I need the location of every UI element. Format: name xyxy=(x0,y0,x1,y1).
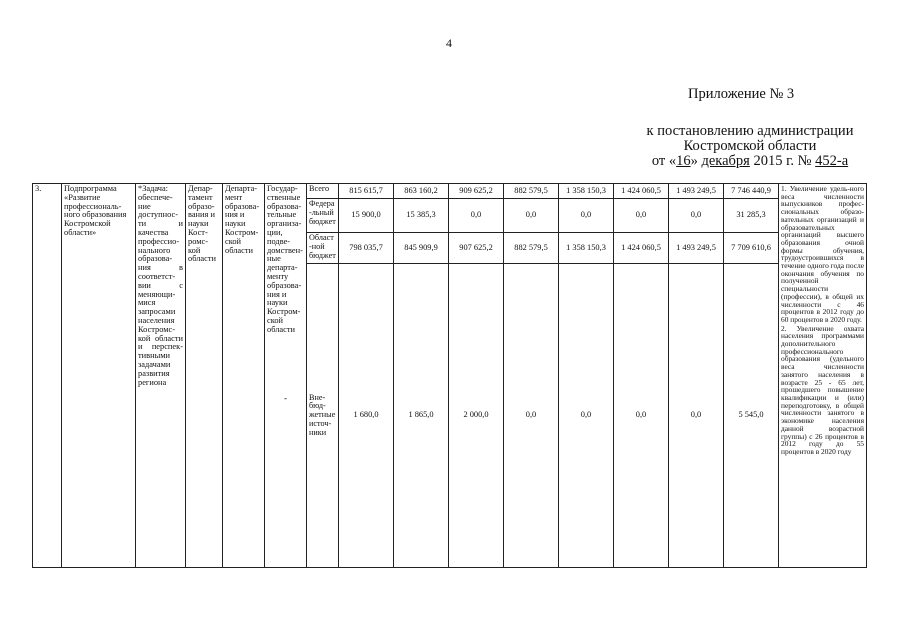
indicator-2: 2. Увеличение охвата населения программами дополнительного профессионального образования (удельного веса численности занятого населения в возрасте 25 - 65 лет, прошедшего повышение квалификации и (или) переподготовку, в общей численности занятого в экономике населения данной возрастной группы) с 26 процентов в 2012 году до 55 процентов в 2020 году xyxy=(781,323,864,456)
value-cell: 0,0 xyxy=(504,199,559,233)
value-cell: 2 000,0 xyxy=(449,264,504,568)
value-cell: 0,0 xyxy=(614,264,669,568)
date-mid: » xyxy=(690,153,702,169)
subprogram-name: Подпрограмма «Развитие профессиональ-ного образования Костромской области» xyxy=(62,184,136,568)
value-cell: 31 285,3 xyxy=(724,199,779,233)
value-cell: 15 385,3 xyxy=(394,199,449,233)
value-cell: 1 493 249,5 xyxy=(669,233,724,264)
value-cell: 1 358 150,3 xyxy=(559,184,614,199)
date-prefix: от « xyxy=(651,153,677,169)
source-extrabudgetary: Вне-бюд-жетные источ-ники xyxy=(307,264,339,568)
value-cell: 7 709 610,6 xyxy=(724,233,779,264)
decree-block xyxy=(600,124,900,169)
date-day: 16 xyxy=(676,153,691,169)
value-cell: 798 035,7 xyxy=(339,233,394,264)
value-cell: 0,0 xyxy=(559,199,614,233)
decree-line-1: к постановлению администрации xyxy=(646,123,854,139)
value-cell: 0,0 xyxy=(669,199,724,233)
executor-cell xyxy=(265,184,307,568)
value-cell: 1 358 150,3 xyxy=(559,233,614,264)
indicator-1: 1. Увеличение удель-ного веса численности выпускников профес-сиональных образо-вательных организаций и образовательных организаций высшего образования очной формы обучения, трудоустроившихся в течение одного года после окончания обучения по полученной специальности (профессии), в общей их численности с 46 процентов в 2012 году до 60 процентов в 2020 году. xyxy=(781,184,864,324)
value-cell: 1 865,0 xyxy=(394,264,449,568)
value-cell: 845 909,9 xyxy=(394,233,449,264)
coexecutor-1: Депар-тамент образо-вания и науки Кост-ромс-кой области xyxy=(186,184,223,568)
value-cell: 882 579,5 xyxy=(504,184,559,199)
value-cell: 0,0 xyxy=(449,199,504,233)
value-cell: 815 615,7 xyxy=(339,184,394,199)
decree-line-2: Костромской области xyxy=(683,138,817,154)
row-index: 3. xyxy=(33,184,62,568)
value-cell: 1 424 060,5 xyxy=(614,184,669,199)
value-cell: 0,0 xyxy=(669,264,724,568)
value-cell: 0,0 xyxy=(504,264,559,568)
value-cell: 0,0 xyxy=(559,264,614,568)
appendix-title: Приложение № 3 xyxy=(688,86,795,102)
task-cell: *Задача: обеспече-ние доступнос-ти и качества профессио-нального образова-ния в соответст-вии с меняющи-мися запросами населения Костромс-кой области и перспек-тивными задачами развития региона xyxy=(136,184,186,568)
value-cell: 863 160,2 xyxy=(394,184,449,199)
date-month: декабря xyxy=(701,153,750,169)
coexecutor-2: Департа-мент образова-ния и науки Костром-ской области xyxy=(223,184,265,568)
value-cell: 5 545,0 xyxy=(724,264,779,568)
value-cell: 1 680,0 xyxy=(339,264,394,568)
value-cell: 0,0 xyxy=(614,199,669,233)
value-cell: 1 424 060,5 xyxy=(614,233,669,264)
value-cell: 909 625,2 xyxy=(449,184,504,199)
dash-mark: - xyxy=(284,392,287,403)
value-cell: 1 493 249,5 xyxy=(669,184,724,199)
executor-text: Государ-ственные образова-тельные организа-ции, подве-домствен-ные департа-менту образова-ния и науки Костром-ской области xyxy=(267,184,303,334)
decree-date xyxy=(600,154,900,169)
page-number: 4 xyxy=(446,36,452,50)
subprogram-table xyxy=(32,183,867,568)
value-cell: 882 579,5 xyxy=(504,233,559,264)
indicators-cell xyxy=(779,184,867,568)
decree-number: 452-а xyxy=(815,153,849,169)
value-cell: 907 625,2 xyxy=(449,233,504,264)
date-suffix: 2015 г. № xyxy=(749,153,816,169)
source-federal: Федера-льный бюджет xyxy=(307,199,339,233)
source-total: Всего xyxy=(307,184,339,199)
source-regional: Област-ной бюджет xyxy=(307,233,339,264)
value-cell: 15 900,0 xyxy=(339,199,394,233)
value-cell: 7 746 440,9 xyxy=(724,184,779,199)
